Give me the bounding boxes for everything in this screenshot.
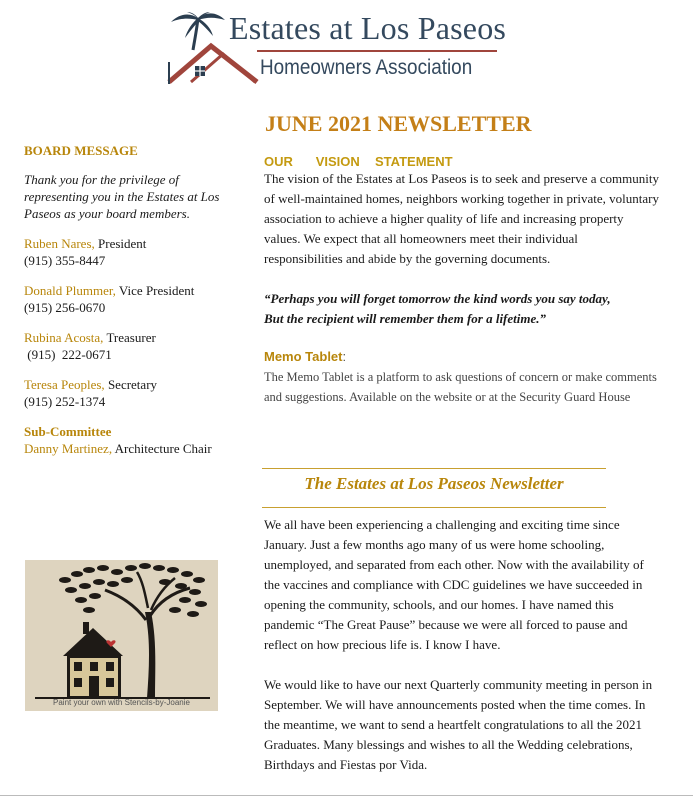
quote-line-1: “Perhaps you will forget tomorrow the kind words you say today, [264,291,611,306]
board-heading: BOARD MESSAGE [24,143,138,158]
quote [264,289,659,329]
member-name: Rubina Acosta, [24,330,104,345]
board-member [24,329,239,363]
subcommittee-member [24,440,239,457]
quote-line-2: But the recipient will remember them for a lifetime.” [264,311,547,326]
memo-colon: : [342,349,347,364]
member-phone: (915) 252-1374 [24,394,106,409]
member-role: Secretary [104,377,158,392]
board-member [24,376,239,410]
member-role: President [94,236,147,251]
newsletter-banner-text: The Estates at Los Paseos Newsletter [304,474,564,493]
page-bottom-divider [0,795,693,796]
vision-text: The vision of the Estates at Los Paseos is to seek and preserve a community of well-maintained homes, neighbors working together in private, voluntary association to achieve a higher quality of life and increasing property values. We expect that all homeowners meet their individual responsibilities and abide by the governing documents. [264,171,659,266]
member-phone: (915) 222-0671 [24,347,112,362]
newsletter-letter [264,515,654,775]
newsletter-title: JUNE 2021 NEWSLETTER [265,111,532,136]
memo-heading [264,347,659,367]
member-name: Donald Plummer, [24,283,116,298]
letter-paragraph: We would like to have our next Quarterly community meeting in person in September. We will have announcements posted when the time comes. In the meantime, we want to send a heartfelt congratulations to all the 2021 Graduates. Many blessings and wishes to all the Wedding celebrations, Birthdays and Fiestas por Vida. [264,677,653,772]
member-phone: (915) 355-8447 [24,253,106,268]
subcommittee-name: Danny Martinez, [24,441,113,456]
newsletter-column [264,110,659,407]
subcommittee-role: Architecture Chair [112,441,212,456]
board-column [24,140,239,457]
org-subtitle: Homeowners Association [260,56,473,79]
letter-paragraph: We all have been experiencing a challenging and exciting time since January. Just a few months ago many of us were home schooling, unemployed, and separated from each other. Now with the availability of the vaccines and compliance with CDC guidelines we have succeeded in opening the community, schools, and our homes. I have named this pandemic “The Great Pause” because we were all forced to pause and reflect on how precious life is. I know I have. [264,517,644,652]
member-name: Teresa Peoples, [24,377,105,392]
vision-heading: OUR VISION STATEMENT [264,154,453,169]
newsletter-banner [262,468,606,508]
memo-heading-text: Memo Tablet [264,349,343,364]
logo-divider [257,50,497,52]
member-name: Ruben Nares, [24,236,95,251]
board-member [24,282,239,316]
hoa-logo [165,10,525,86]
member-phone: (915) 256-0670 [24,300,106,315]
stencil-illustration [25,560,218,711]
org-title: Estates at Los Paseos [229,10,507,46]
board-message: Thank you for the privilege of representing you in the Estates at Los Paseos as your board members. [24,172,220,221]
stencil-caption: Paint your own with Stencils-by-Joanie [53,698,190,707]
subcommittee-heading: Sub-Committee [24,424,112,439]
memo-text: The Memo Tablet is a platform to ask questions of concern or make comments and suggestions. Available on the website or at the Security Guard House [264,370,657,404]
member-role: Vice President [115,283,195,298]
tree-house-icon [25,560,218,700]
board-member [24,235,239,269]
member-role: Treasurer [103,330,156,345]
